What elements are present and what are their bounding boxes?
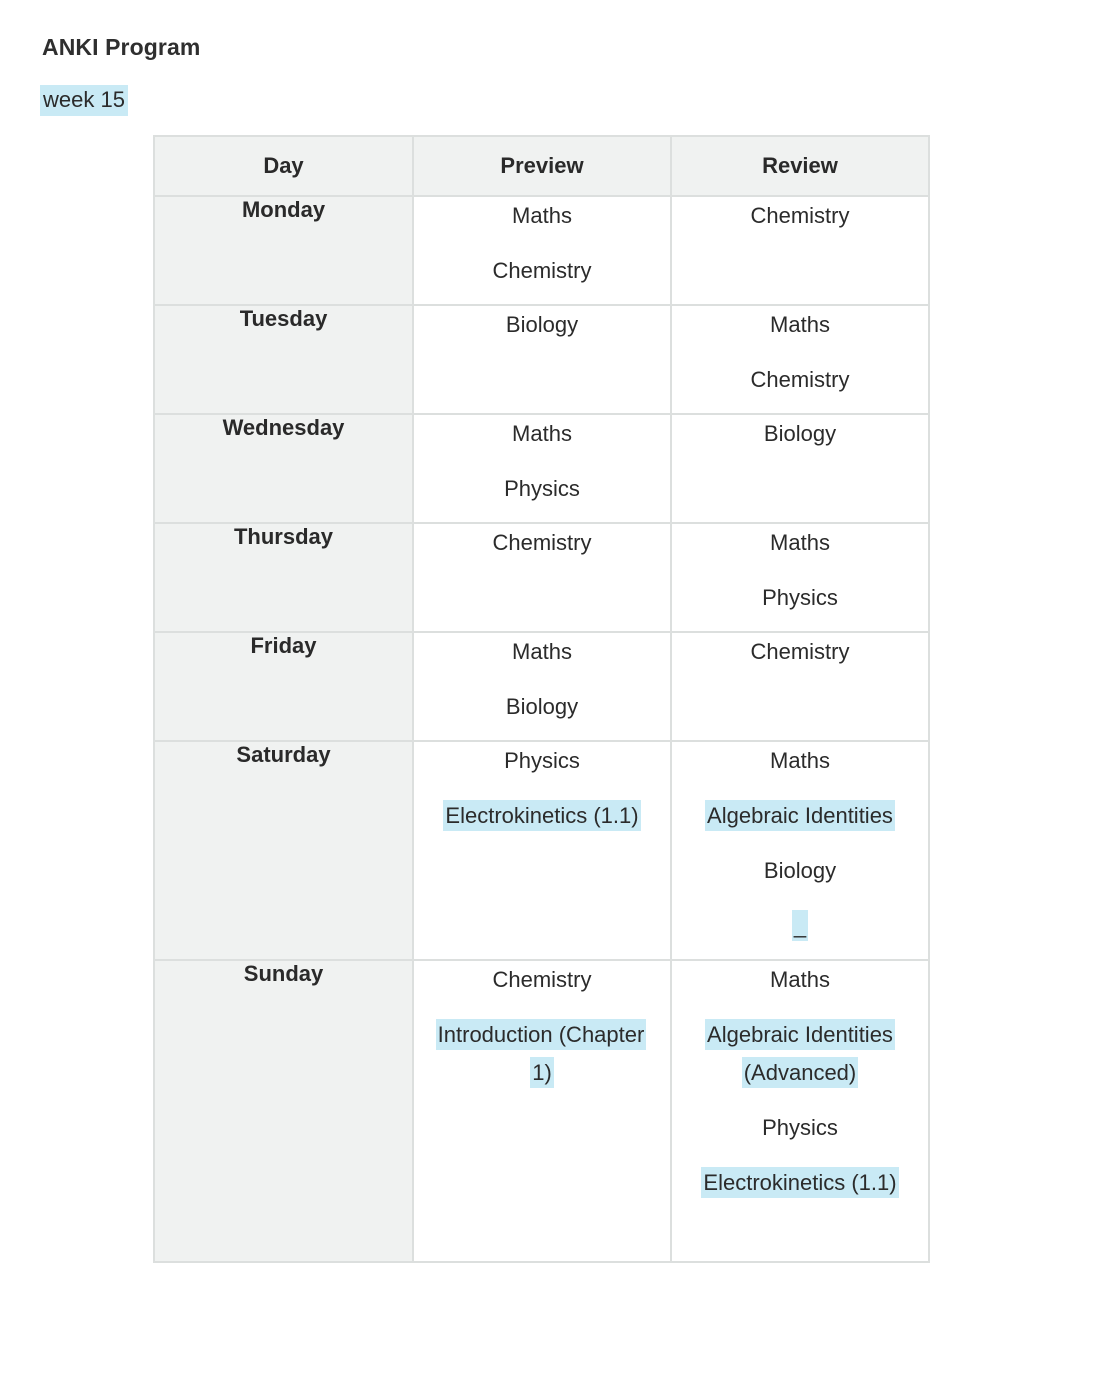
- topic-entry: [414, 797, 670, 835]
- subject-text: Chemistry: [492, 530, 592, 555]
- subject-entry: [672, 361, 928, 399]
- subject-text: Chemistry: [750, 639, 850, 664]
- subject-text: Physics: [762, 585, 838, 610]
- subject-text: Physics: [504, 748, 580, 773]
- highlighted-topic[interactable]: Algebraic Identities: [705, 800, 895, 831]
- preview-cell: [413, 305, 671, 414]
- highlighted-topic[interactable]: Electrokinetics (1.1): [701, 1167, 898, 1198]
- subject-text: Biology: [505, 312, 579, 337]
- subject-text: Maths: [770, 967, 830, 992]
- subject-entry: [672, 961, 928, 999]
- header-review: Review: [671, 136, 929, 196]
- subject-text: Maths: [770, 312, 830, 337]
- subject-text: Maths: [770, 530, 830, 555]
- review-cell: [671, 305, 929, 414]
- subject-entry: [414, 961, 670, 999]
- subject-text: Chemistry: [750, 203, 850, 228]
- header-day: Day: [154, 136, 413, 196]
- subject-entry: [414, 252, 670, 290]
- subject-entry: [672, 524, 928, 562]
- document-title: ANKI Program: [42, 34, 201, 60]
- table-row: [154, 741, 929, 960]
- subject-text: Maths: [512, 639, 572, 664]
- table-row: [154, 196, 929, 305]
- preview-cell: [413, 196, 671, 305]
- review-cell: [671, 523, 929, 632]
- day-cell: Monday: [154, 196, 413, 305]
- subject-entry: [672, 579, 928, 617]
- week-label[interactable]: week 15: [40, 85, 128, 116]
- subject-text: Chemistry: [492, 967, 592, 992]
- day-cell: Wednesday: [154, 414, 413, 523]
- subject-text: Maths: [512, 421, 572, 446]
- subject-entry: [672, 306, 928, 344]
- subject-entry: [414, 742, 670, 780]
- subject-entry: [672, 415, 928, 453]
- subject-entry: [414, 470, 670, 508]
- preview-cell: [413, 741, 671, 960]
- preview-cell: [413, 960, 671, 1262]
- review-cell: [671, 632, 929, 741]
- subject-entry: [672, 197, 928, 235]
- subject-entry: [672, 852, 928, 890]
- subject-entry: [672, 742, 928, 780]
- day-cell: Friday: [154, 632, 413, 741]
- topic-entry: [672, 907, 928, 945]
- subject-text: Physics: [504, 476, 580, 501]
- preview-cell: [413, 414, 671, 523]
- table-row: [154, 632, 929, 741]
- subject-entry: [414, 306, 670, 344]
- subject-entry: [414, 688, 670, 726]
- preview-cell: [413, 632, 671, 741]
- topic-entry: [672, 797, 928, 835]
- day-cell: Saturday: [154, 741, 413, 960]
- topic-entry: [414, 1016, 670, 1092]
- day-cell: Sunday: [154, 960, 413, 1262]
- day-cell: Thursday: [154, 523, 413, 632]
- header-preview: Preview: [413, 136, 671, 196]
- subject-text: Biology: [763, 421, 837, 446]
- review-cell: [671, 741, 929, 960]
- subject-entry: [672, 1109, 928, 1147]
- preview-cell: [413, 523, 671, 632]
- table-row: [154, 523, 929, 632]
- highlighted-topic[interactable]: _: [792, 910, 808, 941]
- day-cell: Tuesday: [154, 305, 413, 414]
- schedule-table: [153, 135, 930, 1263]
- subject-text: Chemistry: [750, 367, 850, 392]
- subject-entry: [672, 633, 928, 671]
- subject-text: Maths: [770, 748, 830, 773]
- topic-entry: [672, 1016, 928, 1092]
- subject-text: Chemistry: [492, 258, 592, 283]
- review-cell: [671, 196, 929, 305]
- highlighted-topic[interactable]: Electrokinetics (1.1): [443, 800, 640, 831]
- table-row: [154, 305, 929, 414]
- highlighted-topic[interactable]: Introduction (Chapter 1): [436, 1019, 647, 1088]
- subject-entry: [414, 197, 670, 235]
- review-cell: [671, 960, 929, 1262]
- subject-text: Biology: [763, 858, 837, 883]
- review-cell: [671, 414, 929, 523]
- subject-entry: [414, 415, 670, 453]
- subject-entry: [414, 633, 670, 671]
- topic-entry: [672, 1164, 928, 1202]
- table-header-row: [154, 136, 929, 196]
- highlighted-topic[interactable]: Algebraic Identities (Advanced): [705, 1019, 895, 1088]
- subject-text: Biology: [505, 694, 579, 719]
- subject-text: Physics: [762, 1115, 838, 1140]
- subject-entry: [414, 524, 670, 562]
- table-row: [154, 414, 929, 523]
- subject-text: Maths: [512, 203, 572, 228]
- table-row: [154, 960, 929, 1262]
